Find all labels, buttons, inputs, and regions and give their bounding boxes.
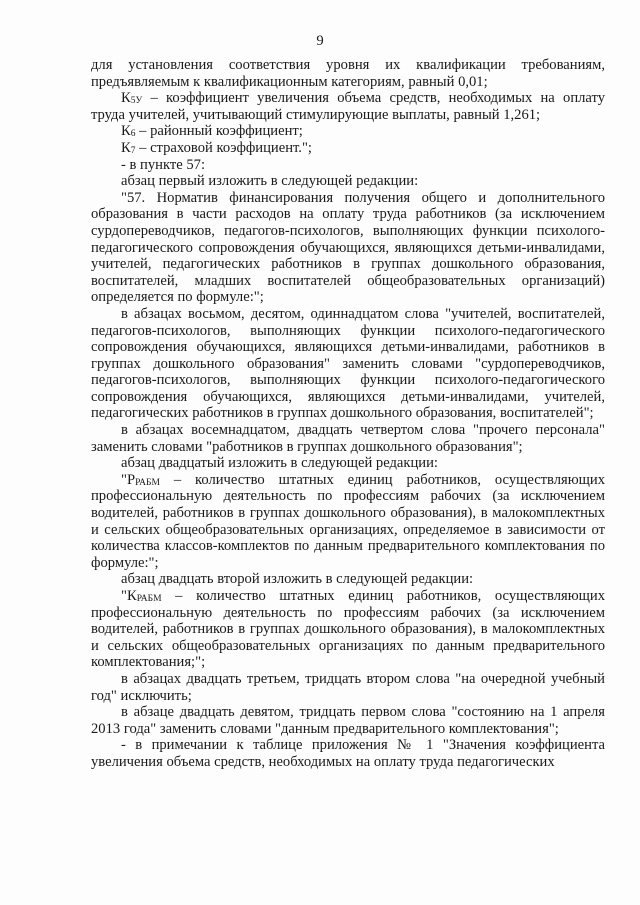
symbol-subscript: 7 <box>130 145 136 156</box>
symbol-k: К <box>121 123 131 140</box>
paragraph-text: – количество штатных единиц работников, осуществляющих профессиональную деятельность по профессиям рабочих (за исключением водителей, работников в группах дошкольного образования), в малокомплектных и сельских общеобразовательных организациях, определяемое в зависимости от количества классов-комплектов по данным предварительного комплектования по формуле:"; <box>91 471 605 571</box>
paragraph-text: для установления соответствия уровня их квалификации требованиям, предъявляемым к квалификационным категориям, равный 0,01; <box>91 57 605 90</box>
symbol-k: К <box>121 90 131 107</box>
paragraph-k7 <box>91 140 605 157</box>
paragraph-abzac-8-10-11 <box>91 306 605 422</box>
symbol-subscript: 5У <box>130 96 143 107</box>
paragraph-abzac-23-32 <box>91 671 605 704</box>
paragraph-text: абзац первый изложить в следующей редакции: <box>121 173 419 190</box>
symbol-subscript: РАБМ <box>135 477 160 488</box>
paragraph-text: в абзацах восьмом, десятом, одиннадцатом слова "учителей, воспитателей, педагогов-психологов, выполняющих функции психолого-педагогического сопровождения обучающихся, являющихся детьми-инвалидами, работников в группах дошкольного образования" заменить словами "сурдопереводчиков, педагогов-психологов, выполняющих функции психолого-педагогического сопровождения обучающихся, являющихся детьми-инвалидами, учителей, педагогических работников в группах дошкольного образования, воспитателей"; <box>91 305 605 422</box>
paragraph-text: – коэффициент увеличения объема средств, необходимых на оплату труда учителей, учитывающий стимулирующие выплаты, равный 1,261; <box>91 90 605 123</box>
page-number: 9 <box>316 33 324 49</box>
paragraph-primechanie <box>91 737 605 770</box>
paragraph-text: в абзаце двадцать девятом, тридцать первом слова "состоянию на 1 апреля 2013 года" заменить словами "данным предварительного комплектования"; <box>91 704 605 737</box>
paragraph-text: "57. Норматив финансирования получения общего и дополнительного образования в части расходов на оплату труда работников (за исключением сурдопереводчиков, педагогов-психологов, выполняющих функции психолого-педагогического сопровождения обучающихся, являющихся детьми-инвалидами, учителей, педагогических работников в группах дошкольного образования, воспитателей, младших воспитателей общеобразовательных организаций) определяется по формуле:"; <box>91 189 605 306</box>
document-body <box>91 57 605 771</box>
paragraph-abzac-20 <box>91 455 605 472</box>
paragraph-abzac-first <box>91 173 605 190</box>
symbol-k: "К <box>121 588 137 604</box>
paragraph-text: абзац двадцатый изложить в следующей редакции: <box>121 455 438 472</box>
symbol-subscript: 6 <box>130 129 136 140</box>
symbol-k: К <box>121 139 131 156</box>
paragraph-text: в абзацах восемнадцатом, двадцать четвертом слова "прочего персонала" заменить словами "работников в группах дошкольного образования"; <box>91 422 605 455</box>
paragraph-norm-57 <box>91 190 605 306</box>
paragraph-text: – страховой коэффициент."; <box>135 139 312 156</box>
paragraph-point-57 <box>91 157 605 174</box>
paragraph-abzac-22 <box>91 571 605 588</box>
paragraph-k5u <box>91 90 605 123</box>
paragraph-abzac-29-31 <box>91 704 605 737</box>
paragraph-text: в абзацах двадцать третьем, тридцать втором слова "на очередной учебный год" исключить; <box>91 670 605 704</box>
paragraph-prabm <box>91 472 605 572</box>
paragraph-abzac-18-24 <box>91 422 605 455</box>
paragraph-text: – количество штатных единиц работников, осуществляющих профессиональную деятельность по профессиям рабочих (за исключением водителей, работников в группах дошкольного образования), в малокомплектных и сельских общеобразовательных организациях по данным предварительного комплектования;"; <box>91 588 605 671</box>
paragraph-text: абзац двадцать второй изложить в следующей редакции: <box>121 571 474 588</box>
paragraph-k6 <box>91 123 605 140</box>
paragraph-krabm <box>91 588 605 671</box>
symbol-p: "Р <box>121 471 136 488</box>
paragraph-text: - в примечании к таблице приложения № 1 "Значения коэффициента увеличения объема средств, необходимых на оплату труда педагогических <box>91 737 605 770</box>
paragraph-continuation <box>91 57 605 90</box>
symbol-subscript: РАБМ <box>136 594 162 604</box>
paragraph-text: – районный коэффициент; <box>135 123 303 140</box>
paragraph-text: - в пункте 57: <box>121 156 206 173</box>
